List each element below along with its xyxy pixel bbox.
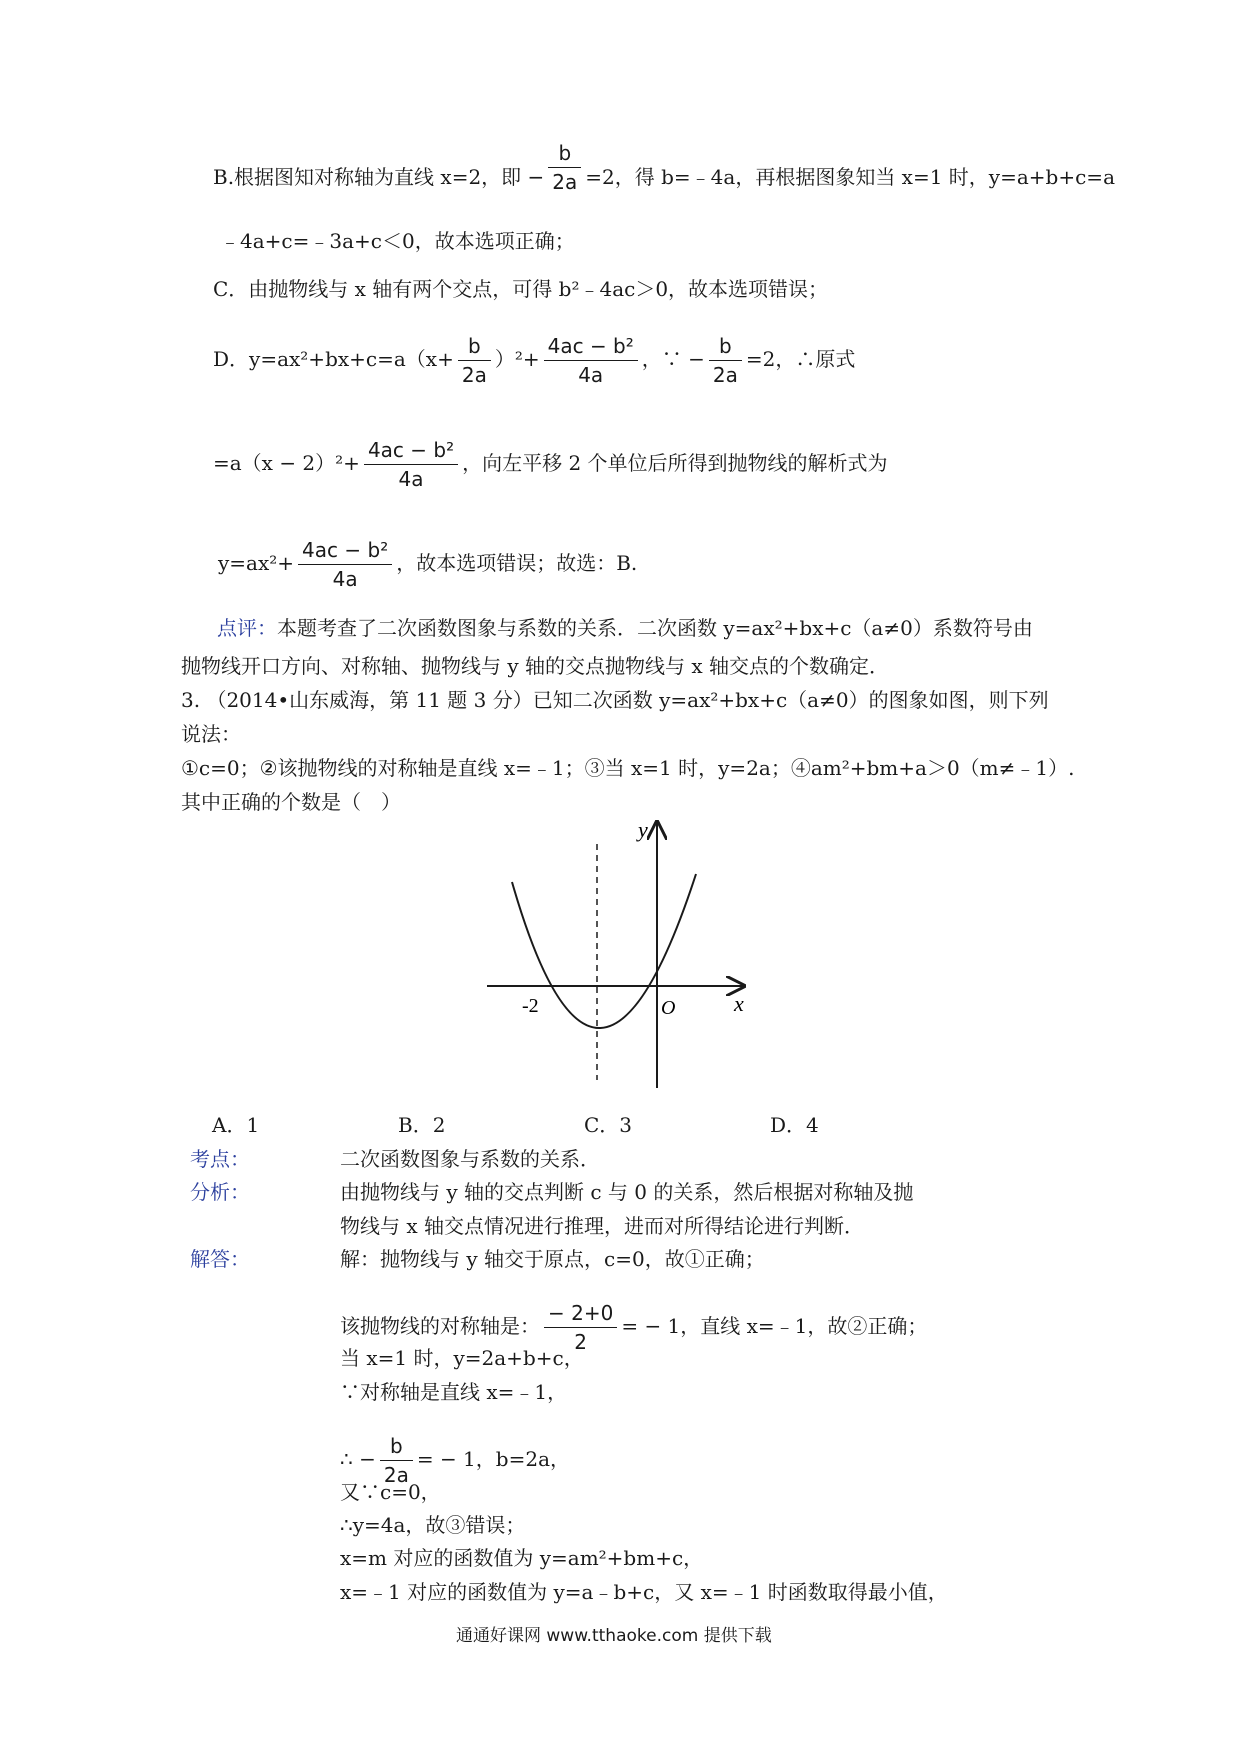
text: ）²+: [494, 347, 540, 371]
y-axis-label: y: [638, 817, 648, 842]
question3-line1: 3. （2014•山东威海，第 11 题 3 分）已知二次函数 y=ax²+bx+c（a≠0）的图象如图，则下列: [181, 688, 1049, 712]
jieda-line1: 解：抛物线与 y 轴交于原点，c=0，故①正确；: [340, 1247, 765, 1271]
jieda-line9: x=﹣1 对应的函数值为 y=a﹣b+c，又 x=﹣1 时函数取得最小值，: [340, 1580, 948, 1604]
fraction-b-over-2a: [548, 143, 581, 192]
fraction: [709, 336, 742, 385]
numerator: 4ac − b²: [298, 540, 392, 565]
question3-line3: ①c=0；②该抛物线的对称轴是直线 x=﹣1；③当 x=1 时，y=2a；④am²+bm+a＞0（m≠﹣1）.: [181, 756, 1075, 780]
question3-line2: 说法：: [181, 722, 241, 746]
denominator: 4a: [332, 567, 358, 591]
option-b: B．2: [398, 1113, 446, 1137]
denominator: 4a: [398, 467, 424, 491]
denominator: 2a: [383, 1463, 409, 1487]
option-a: A．1: [212, 1113, 260, 1137]
numerator: b: [548, 143, 581, 168]
text: ，故本选项错误；故选：B.: [396, 551, 638, 575]
fraction: [298, 540, 392, 589]
denominator: 2: [574, 1330, 588, 1354]
text: =2，得 b=﹣4a，再根据图象知当 x=1 时，y=a+b+c=a: [585, 165, 1115, 189]
origin-label: O: [661, 997, 676, 1019]
option-c: C．3: [584, 1113, 633, 1137]
fraction: [544, 336, 638, 385]
comment-label: 点评：: [217, 616, 277, 640]
jieda-label: 解答：: [190, 1247, 250, 1271]
option-d-line2: [213, 440, 888, 489]
jieda-line3: 当 x=1 时，y=2a+b+c，: [340, 1346, 584, 1370]
numerator: − 2+0: [544, 1303, 617, 1328]
page-footer: 通通好课网 www.tthaoke.com 提供下载: [456, 1626, 772, 1646]
fraction: [458, 336, 491, 385]
text: 该抛物线的对称轴是：: [340, 1314, 540, 1338]
text: 本题考查了二次函数图象与系数的关系．二次函数 y=ax²+bx+c（a≠0）系数符号由: [277, 616, 1033, 640]
option-b-line1: [213, 141, 1115, 194]
option-d: D．4: [770, 1113, 819, 1137]
denominator: 4a: [578, 363, 604, 387]
text: y=ax²+: [218, 551, 295, 575]
fraction: [364, 440, 458, 489]
numerator: b: [380, 1436, 413, 1461]
numerator: 4ac − b²: [544, 336, 638, 361]
kaodian-label: 考点：: [190, 1147, 250, 1171]
denominator: 2a: [712, 363, 738, 387]
comment-line2: 抛物线开口方向、对称轴、抛物线与 y 轴的交点抛物线与 x 轴交点的个数确定．: [181, 654, 890, 678]
jieda-line4: ∵对称轴是直线 x=﹣1，: [340, 1380, 568, 1404]
jieda-line7: ∴y=4a，故③错误；: [340, 1513, 526, 1537]
text: ，向左平移 2 个单位后所得到抛物线的解析式为: [462, 451, 888, 475]
fenxi-label: 分析：: [190, 1180, 250, 1204]
fraction: [544, 1303, 617, 1352]
fraction: [380, 1436, 413, 1485]
denominator: 2a: [552, 170, 578, 194]
text: = − 1，直线 x=﹣1，故②正确；: [621, 1314, 928, 1338]
text: ∴ −: [340, 1447, 376, 1471]
option-d-line3: [218, 540, 637, 589]
jieda-line2: [340, 1303, 927, 1352]
kaodian-text: 二次函数图象与系数的关系．: [340, 1147, 600, 1171]
jieda-line8: x=m 对应的函数值为 y=am²+bm+c，: [340, 1546, 704, 1570]
numerator: b: [458, 336, 491, 361]
fenxi-line1: 由抛物线与 y 轴的交点判断 c 与 0 的关系，然后根据对称轴及抛: [340, 1180, 914, 1204]
denominator: 2a: [461, 363, 487, 387]
tick-label-neg2: -2: [522, 995, 539, 1017]
numerator: 4ac − b²: [364, 440, 458, 465]
parabola-curve: [512, 874, 696, 1028]
numerator: b: [709, 336, 742, 361]
text: ，∵ −: [641, 347, 705, 371]
comment-line1: [217, 618, 1033, 638]
jieda-line5: [340, 1436, 570, 1485]
x-axis-label: x: [734, 991, 744, 1016]
text: D．y=ax²+bx+c=a（x+: [213, 347, 454, 371]
text: =2，∴原式: [745, 347, 856, 371]
option-c-line: C．由抛物线与 x 轴有两个交点，可得 b²﹣4ac＞0，故本选项错误；: [213, 277, 829, 301]
minus-sign: −: [527, 165, 545, 189]
fenxi-line2: 物线与 x 轴交点情况进行推理，进而对所得结论进行判断．: [340, 1214, 864, 1238]
jieda-line6: 又∵c=0，: [340, 1480, 441, 1504]
option-b-line2: ﹣4a+c=﹣3a+c＜0，故本选项正确；: [220, 229, 575, 253]
text: B.根据图知对称轴为直线 x=2，即: [213, 165, 528, 189]
question3-line4: 其中正确的个数是（ ）: [181, 790, 401, 814]
text: =a（x − 2）²+: [213, 451, 360, 475]
option-d-line1: [213, 336, 855, 385]
text: = − 1，b=2a，: [416, 1447, 570, 1471]
